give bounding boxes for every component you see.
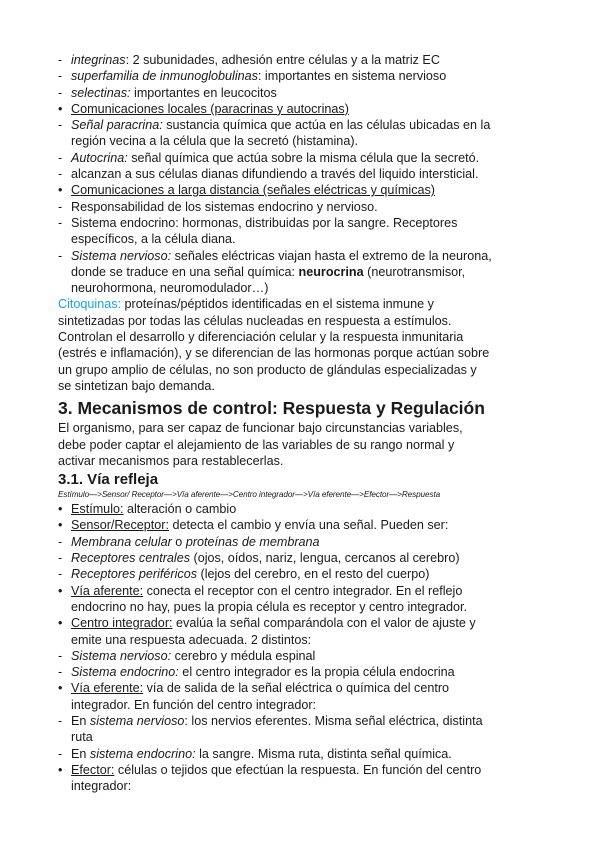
term: Señal paracrina:	[71, 118, 163, 133]
paragraph-text: se sintetizan bajo demanda.	[58, 378, 215, 393]
term: Sensor/Receptor:	[71, 518, 170, 533]
item-text-continued: ruta	[71, 730, 93, 745]
section-heading: 3. Mecanismos de control: Respuesta y Regulación	[58, 398, 485, 419]
citoquinas-paragraph	[58, 296, 548, 394]
dash-marker: -	[58, 53, 63, 67]
list-item	[58, 713, 548, 746]
list-item	[58, 248, 548, 297]
paragraph-text: activar mecanismos para restablecerlas.	[58, 453, 284, 468]
item-text: células o tejidos que efectúan la respuesta. En función del centro	[114, 762, 482, 777]
item-text-continued: donde se traduce en una señal química:	[71, 264, 299, 279]
item-text: : importantes en sistema nervioso	[257, 69, 447, 84]
item-text: o	[171, 534, 186, 549]
list-item	[58, 615, 548, 648]
list-item	[58, 517, 548, 533]
list-item	[58, 68, 548, 84]
highlighted-term: Citoquinas:	[58, 297, 122, 312]
item-text: evalúa la señal comparándola con el valor de ajuste y	[172, 616, 476, 631]
term: Vía eferente:	[71, 681, 144, 696]
item-text: (lejos del cerebro, en el resto del cuerpo)	[197, 567, 430, 582]
item-text: señales eléctricas viajan hasta el extremo de la neurona,	[171, 248, 492, 263]
term: Sistema nervioso:	[71, 248, 172, 263]
item-text: En	[71, 746, 90, 761]
list-item	[58, 52, 548, 68]
reflex-flow-line: Estímulo—>Sensor/ Receptor—>Vía aferente—>Centro integrador—>Vía eferente—>Efector—>Respuesta	[58, 490, 441, 500]
dash-marker: -	[58, 150, 63, 165]
list-item	[58, 762, 548, 795]
paragraph-text: debe poder captar el alejamiento de las variables de su rango normal y	[58, 437, 455, 452]
term: Estímulo:	[71, 502, 124, 517]
list-item	[58, 215, 548, 248]
bullet-marker: •	[58, 616, 63, 631]
bullet-marker: •	[58, 681, 63, 696]
dash-marker: -	[58, 713, 63, 728]
item-text-continued: neurohormona, neuromodulador…)	[71, 281, 269, 296]
subsection-heading: 3.1. Vía refleja	[58, 471, 159, 489]
term: Efector:	[71, 762, 115, 777]
dash-marker: -	[58, 215, 63, 230]
item-text-continued: (neurotransmisor,	[363, 264, 466, 279]
list-item	[58, 664, 548, 680]
item-text: : los nervios eferentes. Misma señal eléctrica, distinta	[184, 713, 483, 728]
item-text: alcanzan a sus células dianas difundiendo a través del liquido intersticial.	[71, 167, 479, 182]
subsection-heading: Comunicaciones locales (paracrinas y autocrinas)	[71, 101, 349, 116]
list-item	[58, 648, 548, 664]
dash-marker: -	[58, 167, 63, 182]
dash-marker: -	[58, 534, 63, 549]
term: integrinas	[71, 53, 126, 67]
list-item	[58, 566, 548, 582]
subsection-heading: Comunicaciones a larga distancia (señales eléctricas y químicas)	[71, 183, 435, 198]
section-intro	[58, 420, 548, 469]
item-text: En	[71, 713, 90, 728]
term: sistema endocrino:	[89, 746, 196, 761]
dash-marker: -	[58, 648, 63, 663]
term: sistema nervioso	[89, 713, 185, 728]
item-text: : 2 subunidades, adhesión entre células y a la matriz EC	[125, 53, 440, 67]
paragraph-text: (estrés e inflamación), y se diferencian de las hormonas porque actúan sobre	[58, 346, 490, 361]
list-item	[58, 182, 548, 198]
dash-marker: -	[58, 69, 63, 84]
list-item	[58, 501, 548, 517]
list-item	[58, 746, 548, 762]
list-item	[58, 85, 548, 101]
list-item	[58, 150, 548, 166]
term: Receptores centrales	[71, 551, 191, 566]
term: Sistema endocrino:	[71, 665, 179, 680]
list-item	[58, 680, 548, 713]
item-text-continued: específicos, a la célula diana.	[71, 232, 236, 247]
item-text: detecta el cambio y envía una señal. Pueden ser:	[169, 518, 449, 533]
document-page	[58, 52, 548, 794]
dash-marker: -	[58, 665, 63, 680]
bullet-marker: •	[58, 762, 63, 777]
list-item	[58, 583, 548, 616]
item-text: señal química que actúa sobre la misma célula que la secretó.	[127, 150, 480, 165]
dash-marker: -	[58, 248, 63, 263]
paragraph-text: proteínas/péptidos identificadas en el sistema inmune y	[121, 297, 434, 312]
item-text-continued: emite una respuesta adecuada. 2 distintos:	[71, 632, 312, 647]
item-text: cerebro y médula espinal	[171, 648, 316, 663]
bullet-marker: •	[58, 583, 63, 598]
dash-marker: -	[58, 567, 63, 582]
item-text-continued: región vecina a la célula que la secretó (histamina).	[71, 134, 359, 149]
list-item	[58, 534, 548, 550]
term: Sistema nervioso:	[71, 648, 172, 663]
bullet-marker: •	[58, 183, 63, 198]
item-text: (ojos, oídos, nariz, lengua, cercanos al cerebro)	[190, 551, 460, 566]
dash-marker: -	[58, 199, 63, 214]
paragraph-text: Controlan el desarrollo y diferenciación celular y la respuesta inmunitaria	[58, 330, 464, 345]
bullet-marker: •	[58, 518, 63, 533]
term: proteínas de membrana	[185, 534, 320, 549]
term: selectinas:	[71, 85, 131, 100]
term: Vía aferente:	[71, 583, 144, 598]
list-item	[58, 199, 548, 215]
item-text: la sangre. Misma ruta, distinta señal química.	[195, 746, 452, 761]
term: Receptores periféricos	[71, 567, 197, 582]
dash-marker: -	[58, 551, 63, 566]
paragraph-text: sintetizadas por todas las células nucleadas en respuesta a estímulos.	[58, 313, 452, 328]
item-text: alteración o cambio	[123, 502, 237, 517]
paragraph-text: un grupo amplio de células, no son producto de glándulas especializadas y	[58, 362, 477, 377]
bullet-marker: •	[58, 502, 63, 517]
term: Membrana celular	[71, 534, 172, 549]
bold-term: neurocrina	[298, 264, 364, 279]
item-text: conecta el receptor con el centro integrador. En el reflejo	[143, 583, 463, 598]
term: Centro integrador:	[71, 616, 173, 631]
paragraph-text: El organismo, para ser capaz de funcionar bajo circunstancias variables,	[58, 421, 463, 436]
term: superfamilia de inmunoglobulinas	[71, 69, 258, 84]
bullet-marker: •	[58, 101, 63, 116]
item-text-continued: integrador:	[71, 779, 132, 794]
term: Autocrina:	[71, 150, 128, 165]
list-item	[58, 101, 548, 117]
item-text: Responsabilidad de los sistemas endocrino y nervioso.	[71, 199, 378, 214]
item-text-continued: endocrino no hay, pues la propia célula es receptor y centro integrador.	[71, 599, 468, 614]
item-text: sustancia química que actúa en las células ubicadas en la	[162, 118, 491, 133]
list-item	[58, 166, 548, 182]
item-text-continued: integrador. En función del centro integrador:	[71, 697, 317, 712]
dash-marker: -	[58, 746, 63, 761]
item-text: Sistema endocrino: hormonas, distribuidas por la sangre. Receptores	[71, 215, 458, 230]
dash-marker: -	[58, 118, 63, 133]
item-text: vía de salida de la señal eléctrica o química del centro	[143, 681, 450, 696]
item-text: importantes en leucocitos	[130, 85, 277, 100]
item-text: el centro integrador es la propia célula endocrina	[178, 665, 455, 680]
dash-marker: -	[58, 85, 63, 100]
list-item	[58, 117, 548, 150]
list-item	[58, 550, 548, 566]
